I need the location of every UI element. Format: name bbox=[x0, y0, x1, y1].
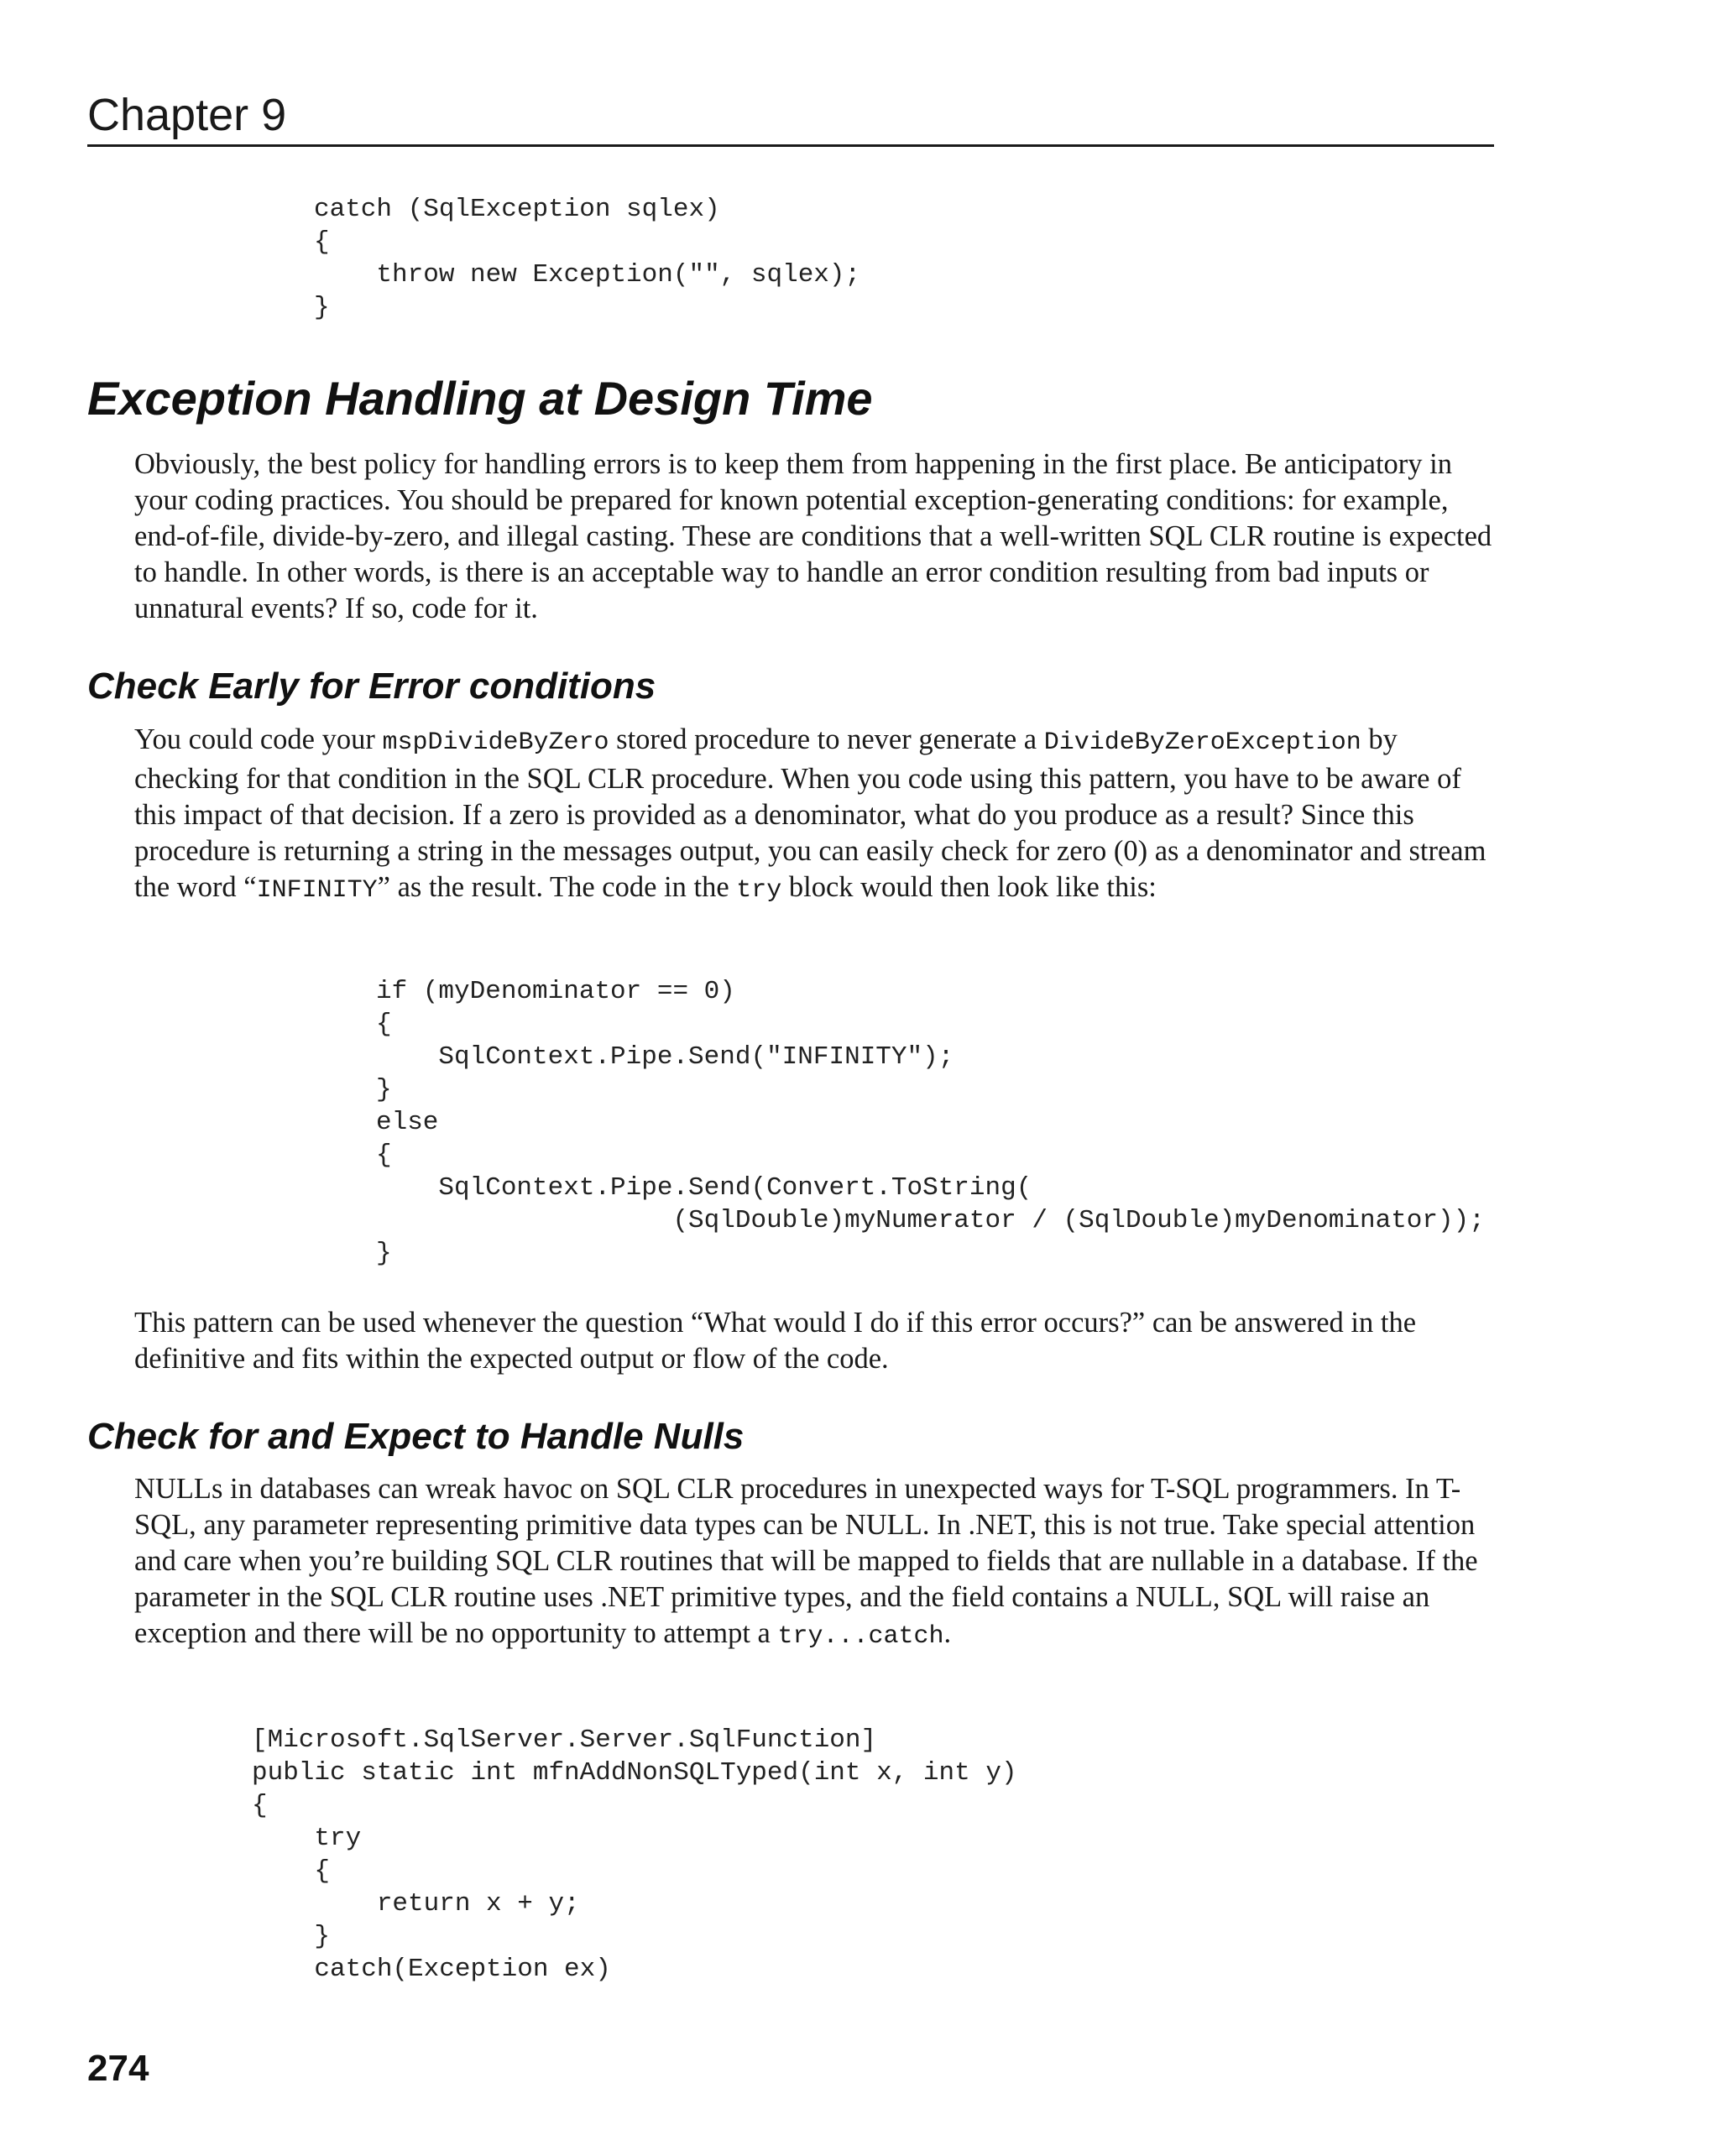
body-text: NULLs in databases can wreak havoc on SQL CLR procedures in unexpected ways for T-SQL programmers. In T-SQL, any parameter representing primitive data types can be NULL. In .NET, this is not true. Take special attention and care when you’re building SQL CLR routines that will be mapped to fields that are nullable in a database. If the parameter in the SQL CLR routine uses .NET primitive types, and the field contains a NULL, SQL will raise an exception and there will be no opportunity to attempt a bbox=[134, 1473, 1478, 1649]
code-line: { bbox=[252, 1856, 331, 1886]
code-line: [Microsoft.SqlServer.Server.SqlFunction] bbox=[252, 1725, 877, 1755]
page-number: 274 bbox=[87, 2048, 149, 2089]
code-line: { bbox=[252, 1791, 268, 1820]
code-line: } bbox=[314, 293, 330, 322]
code-line: { bbox=[376, 1010, 392, 1039]
inline-code: INFINITY bbox=[256, 876, 378, 905]
subsection-2-paragraph bbox=[134, 1471, 1497, 1655]
chapter-header bbox=[87, 84, 1494, 147]
code-block-divide bbox=[376, 975, 1485, 1270]
code-line: public static int mfnAddNonSQLTyped(int x, int y) bbox=[252, 1758, 1017, 1788]
inline-code: DivideByZeroException bbox=[1043, 728, 1361, 757]
subsection-title-check-early: Check Early for Error conditions bbox=[87, 666, 656, 707]
body-text: . bbox=[943, 1617, 952, 1649]
inline-code: try...catch bbox=[777, 1622, 944, 1651]
code-line: { bbox=[376, 1141, 392, 1170]
code-block-sqlfunction bbox=[252, 1724, 1017, 1986]
body-text: stored procedure to never generate a bbox=[609, 723, 1044, 755]
code-block-catch bbox=[314, 193, 860, 324]
subsection-title-nulls: Check for and Expect to Handle Nulls bbox=[87, 1416, 745, 1457]
section-title: Exception Handling at Design Time bbox=[87, 372, 873, 425]
code-line: } bbox=[376, 1075, 392, 1104]
body-text: block would then look like this: bbox=[781, 871, 1157, 903]
code-line: if (myDenominator == 0) bbox=[376, 977, 735, 1006]
code-line: return x + y; bbox=[252, 1889, 580, 1918]
code-line: } bbox=[252, 1922, 331, 1951]
body-text: by checking for that condition in the SQL CLR procedure. When you code using this pattern, you have to be aware of this impact of that decision. If a zero is provided as a denominator, what do you produce as a result? Since this procedure is returning a string in the messages output, you can easily check for zero (0) as a denominator and stream the word “ bbox=[134, 723, 1486, 903]
section-paragraph: Obviously, the best policy for handling errors is to keep them from happening in the first place. Be anticipatory in your coding practices. You should be prepared for known potential exception-generating conditions: for example, end-of-file, divide-by-zero, and illegal casting. These are conditions that a well-written SQL CLR routine is expected to handle. In other words, is there is an acceptable way to handle an error condition resulting from bad inputs or unnatural events? If so, code for it. bbox=[134, 448, 1492, 624]
chapter-title: Chapter 9 bbox=[87, 90, 287, 140]
code-line: catch(Exception ex) bbox=[252, 1955, 611, 1984]
subsection-1-paragraph-1 bbox=[134, 722, 1497, 909]
subsection-1-paragraph-2: This pattern can be used whenever the question “What would I do if this error occurs?” can be answered in the definitive and fits within the expected output or flow of the code. bbox=[134, 1307, 1417, 1375]
inline-code: try bbox=[736, 876, 782, 905]
code-line: catch (SqlException sqlex) bbox=[314, 195, 720, 224]
code-line: SqlContext.Pipe.Send(Convert.ToString( bbox=[376, 1173, 1032, 1203]
code-line: (SqlDouble)myNumerator / (SqlDouble)myDenominator)); bbox=[376, 1206, 1485, 1235]
inline-code: mspDivideByZero bbox=[382, 728, 609, 757]
body-text: You could code your bbox=[134, 723, 383, 755]
code-line: { bbox=[314, 227, 330, 257]
code-line: throw new Exception("", sqlex); bbox=[314, 260, 861, 290]
code-line: } bbox=[376, 1239, 392, 1268]
body-text: ” as the result. The code in the bbox=[377, 871, 737, 903]
code-line: try bbox=[252, 1824, 362, 1853]
code-line: SqlContext.Pipe.Send("INFINITY"); bbox=[376, 1042, 954, 1072]
code-line: else bbox=[376, 1108, 439, 1137]
